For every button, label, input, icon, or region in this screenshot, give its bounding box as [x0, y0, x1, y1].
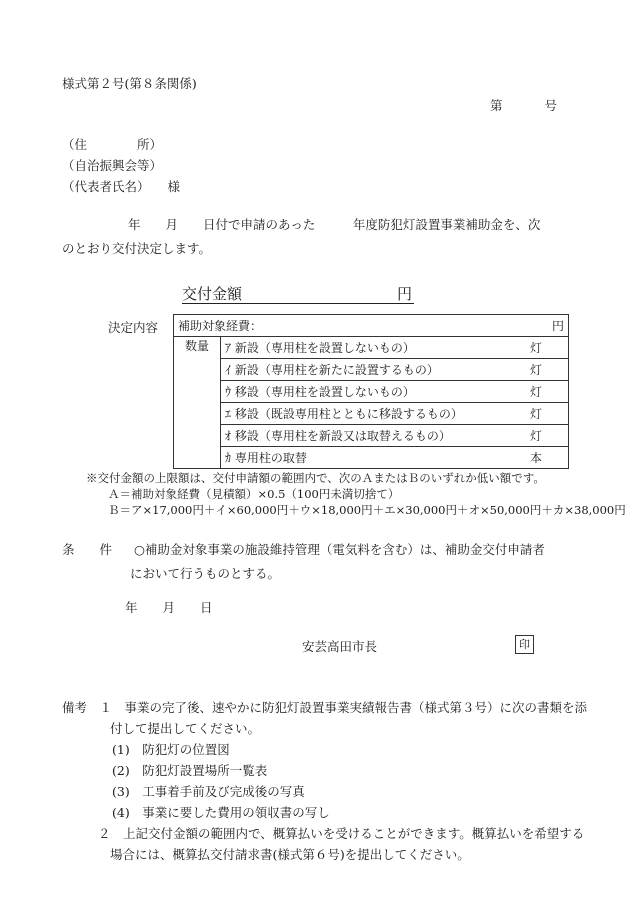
condition-line-2: において行うものとする。 [130, 566, 281, 581]
association-label: （自治振興会等） [62, 158, 163, 173]
item-name: ｳ 移設（専用柱を設置しないもの） [225, 385, 415, 399]
body-line-1: 年 月 日付で申請のあった 年度防犯灯設置事業補助金を、次 [128, 217, 541, 232]
remarks-line-1: 備考 １ 事業の完了後、速やかに防犯灯設置事業実績報告書（様式第３号）に次の書類を添 [62, 700, 588, 715]
condition-label: 条 件 [62, 542, 113, 557]
table-row [174, 315, 569, 337]
note-line-3: Ｂ＝ア×17,000円＋イ×60,000円＋ウ×18,000円＋エ×30,000円＋オ×50,000円＋カ×38,000円 [108, 503, 626, 517]
remarks-line-2: 付して提出してください。 [110, 721, 261, 736]
table-row [174, 337, 569, 359]
seal-stamp: 印 [515, 635, 534, 654]
table-row [174, 425, 569, 447]
notes-block [86, 470, 626, 518]
item-name: ｴ 移設（既設専用柱とともに移設するもの） [225, 407, 463, 421]
item-unit: 灯 [529, 407, 542, 421]
honorific: 様 [167, 179, 180, 194]
remarks-item: (1) 防犯灯の位置図 [112, 742, 230, 757]
item-unit: 灯 [529, 429, 542, 443]
item-unit: 本 [529, 451, 542, 465]
quantity-label: 数量 [174, 337, 221, 469]
item-name: ｱ 新設（専用柱を設置しないもの） [225, 341, 415, 355]
subsidy-cost-cell [174, 315, 569, 337]
table-row [174, 359, 569, 381]
address-label: （住 所） [62, 137, 163, 152]
document-number [490, 96, 557, 114]
number-suffix: 号 [544, 98, 557, 113]
item-name: ｵ 移設（専用柱を新設又は取替えるもの） [225, 429, 451, 443]
item-unit: 灯 [529, 363, 542, 377]
remarks-item: (2) 防犯灯設置場所一覧表 [112, 763, 268, 778]
representative-line [62, 176, 180, 197]
body-text [62, 213, 572, 261]
remarks-item: (3) 工事着手前及び完成後の写真 [112, 784, 305, 799]
table-row [174, 403, 569, 425]
grant-amount-unit: 円 [396, 285, 412, 303]
subsidy-cost-label: 補助対象経費： [178, 319, 263, 333]
condition-line-1: ○補助金対象事業の施設維持管理（電気料を含む）は、補助金交付申請者 [133, 542, 545, 557]
item-name: ｲ 新設（専用柱を新たに設置するもの） [225, 363, 439, 377]
decision-date: 年 月 日 [125, 600, 213, 615]
item-unit: 灯 [529, 385, 542, 399]
remarks-block [62, 697, 587, 865]
decision-label: 決定内容 [108, 320, 159, 335]
remarks-item: (4) 事業に要した費用の領収書の写し [112, 805, 330, 820]
mayor-name: 安芸高田市長 [302, 639, 378, 654]
item-cell [221, 447, 569, 469]
body-line-2: のとおり交付決定します。 [62, 241, 212, 256]
item-cell [221, 425, 569, 447]
representative-label: （代表者氏名） [62, 179, 150, 194]
table-row [174, 447, 569, 469]
condition-block [62, 538, 545, 586]
form-title: 様式第２号(第８条関係) [62, 76, 197, 91]
number-prefix: 第 [490, 98, 503, 113]
note-line-1: ※交付金額の上限額は、交付申請額の範囲内で、次のＡまたはＢのいずれか低い額です。 [86, 471, 545, 485]
item-cell [221, 359, 569, 381]
remarks-line-3: ２ 上記交付金額の範囲内で、概算払いを受けることができます。概算払いを希望する [98, 826, 585, 841]
item-name: ｶ 専用柱の取替 [225, 451, 307, 465]
subsidy-cost-unit: 円 [551, 319, 564, 333]
recipient-block [62, 134, 180, 197]
table-row [174, 381, 569, 403]
item-cell [221, 381, 569, 403]
note-line-2: Ａ＝補助対象経費（見積額）×0.5（100円未満切捨て） [108, 487, 400, 501]
item-cell [221, 337, 569, 359]
item-cell [221, 403, 569, 425]
remarks-line-4: 場合には、概算払交付請求書(様式第６号)を提出してください。 [110, 847, 470, 862]
grant-amount [182, 283, 414, 304]
decision-table [173, 314, 569, 469]
item-unit: 灯 [529, 341, 542, 355]
grant-amount-label: 交付金額 [182, 285, 243, 303]
